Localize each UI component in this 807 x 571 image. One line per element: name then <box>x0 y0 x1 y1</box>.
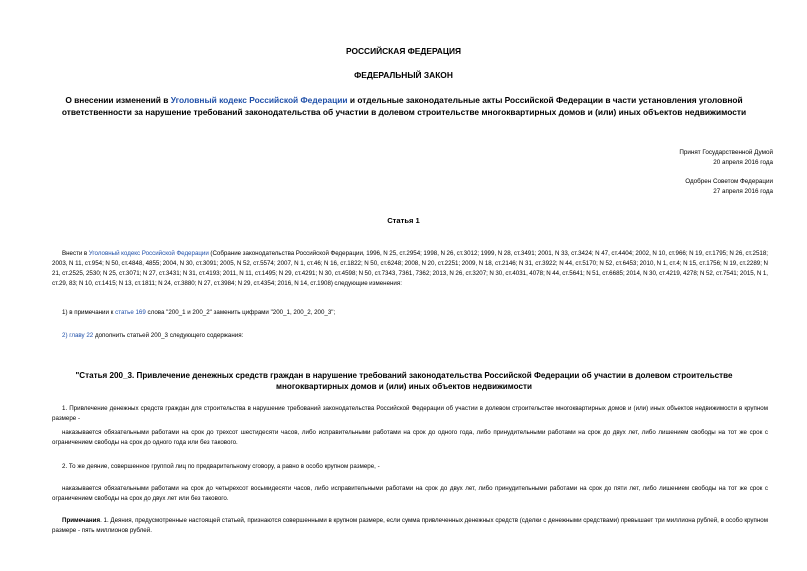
article-1-item-2 <box>52 331 768 341</box>
law-type-heading: ФЕДЕРАЛЬНЫЙ ЗАКОН <box>354 70 453 80</box>
chapter-22-link[interactable]: 2) главу 22 <box>62 332 94 339</box>
duma-adoption-date: 20 апреля 2016 года <box>713 158 773 166</box>
duma-adoption-line1: Принят Государственной Думой <box>679 149 773 156</box>
council-approval <box>685 177 773 196</box>
article-200-3-part-1: 1. Привлечение денежных средств граждан для строительства в нарушение требований законодательства Российской Федерации об участии в долевом строительстве многоквартирных домов и (или) иных объектов недвижимости в крупном размере - <box>52 405 768 422</box>
country-heading: РОССИЙСКАЯ ФЕДЕРАЦИЯ <box>345 46 462 56</box>
article-1-intro-pre: Внести в <box>62 250 89 257</box>
article-200-3-sanction-1: наказывается обязательными работами на срок до трехсот шестидесяти часов, либо исправительными работами на срок до одного года, либо принудительными работами на срок до двух лет, либо лишением свободы на тот же срок с ограничением свободы на срок до одного года или без такового. <box>52 429 768 446</box>
criminal-code-link-2[interactable]: Уголовный кодекс Российской Федерации <box>88 250 209 257</box>
council-approval-line1: Одобрен Советом Федерации <box>685 178 773 185</box>
article-1-item-1 <box>52 308 768 318</box>
criminal-code-link[interactable]: Уголовный кодекс Российской Федерации <box>170 95 348 105</box>
article-200-3-part-2: 2. То же деяние, совершенное группой лиц по предварительному сговору, а равно в особо крупном размере, - <box>62 463 380 470</box>
article-200-3-heading: "Статья 200_3. Привлечение денежных средств граждан в нарушение требований законодательства Российской Федерации об участии в долевом строительстве многоквартирных домов и (или) иных объектов недвижимости <box>75 371 733 391</box>
duma-adoption <box>679 148 773 167</box>
council-approval-date: 27 апреля 2016 года <box>713 187 773 195</box>
notes-label: Примечания <box>62 517 101 524</box>
article-1-intro-post: (Собрание законодательства Российской Федерации, 1996, N 25, ст.2954; 1998, N 26, ст.3012; 1999, N 28, ст.3491; 2001, N 33, ст.3424; N 47, ст.4404; 2002, N 10, ст.966; N 19, ст.1795; N 26, ст.2518; 2003, N 11, ст.954; N 50, ст.4848, 4855; 2004, N 30, ст.3091; 2005, N 52, ст.5574; 2007, N 1, ст.46; N 16, ст.1822; N 50, ст.6248; 2008, N 20, ст.2251; 2009, N 18, ст.2146; N 31, ст.3922; N 44, ст.5170; N 52, ст.6453; 2010, N 1, ст.4; N 15, ст.1756; N 19, ст.2289; N 21, ст.2525, 2530; N 25, ст.3071; N 27, ст.3431; N 31, ст.4193; 2011, N 11, ст.1495; N 29, ст.4291; N 30, ст.4598; N 50, ст.7343, 7361, 7362; 2013, N 26, ст.3207; N 30, ст.4031, 4078; N 44, ст.5641; N 51, ст.6685; 2014, N 30, ст.4219, 4278; N 52, ст.7541; 2015, N 1, ст.29, 83; N 10, ст.1415; N 13, ст.1811; N 24, ст.3880; N 27, ст.3984; N 29, ст.4354; 2016, N 14, ст.1908) следующие изменения: <box>52 250 768 287</box>
law-title-part1: О внесении изменений в <box>65 95 171 105</box>
item-2-post: дополнить статьей 200_3 следующего содержания: <box>93 332 244 339</box>
item-1-post: слова "200_1 и 200_2" заменить цифрами "200_1, 200_2, 200_3"; <box>145 309 336 316</box>
article-169-link[interactable]: статье 169 <box>115 309 146 316</box>
item-1-pre: 1) в примечании к <box>62 309 116 316</box>
law-title <box>34 95 774 118</box>
law-title-part2: и отдельные законодательные акты Российской Федерации в части установления уголовной ответственности за нарушение требований законодательства об участии в долевом строительстве многоквартирных домов и (или) иных объектов недвижимости <box>61 95 747 117</box>
notes-text: . 1. Деяния, предусмотренные настоящей статьей, признаются совершенными в крупном размере, если сумма привлеченных денежных средств (сделки с денежными средствами) превышает три миллиона рублей, в особо крупном размере - пять миллионов рублей. <box>52 517 768 534</box>
article-1-heading: Статья 1 <box>387 216 420 225</box>
article-200-3-notes <box>52 516 768 536</box>
article-200-3-sanction-2: наказывается обязательными работами на срок до четырехсот восьмидесяти часов, либо исправительными работами на срок до двух лет, либо принудительными работами на срок до пяти лет, либо лишением свободы на тот же срок с ограничением свободы на срок до двух лет или без такового. <box>52 485 768 502</box>
article-1-intro <box>52 249 768 289</box>
